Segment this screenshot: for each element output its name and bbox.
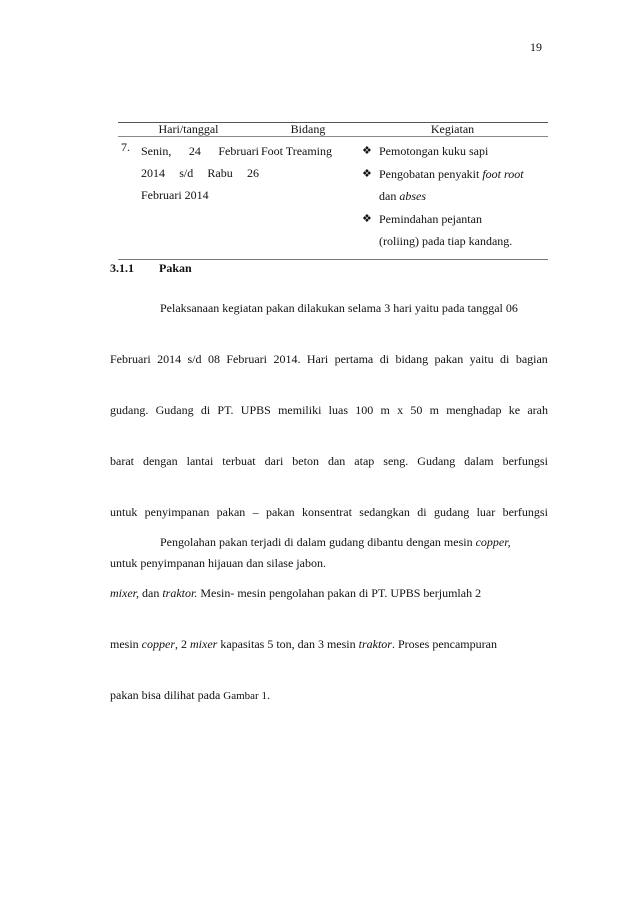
word: sedangkan <box>359 505 410 519</box>
date-word: Februari <box>218 144 259 158</box>
word: PT. <box>217 403 234 417</box>
table-header-row <box>118 123 548 136</box>
word: barat <box>110 454 134 468</box>
italic-term: traktor. <box>162 586 198 600</box>
diamond-bullet-icon: ❖ <box>362 145 372 157</box>
date-text <box>141 140 259 253</box>
word: Februari <box>110 352 151 366</box>
list-item <box>362 208 548 231</box>
header-hari-tanggal: Hari/tanggal <box>158 122 219 136</box>
paragraph-line <box>110 634 548 654</box>
word: di <box>379 352 390 366</box>
date-line-2 <box>141 162 259 184</box>
list-item-text: Pemindahan pejantan <box>379 211 482 226</box>
list-item-text <box>379 163 524 186</box>
word: terbuat <box>222 454 256 468</box>
word: Gudang <box>155 403 194 417</box>
section-heading <box>110 261 192 276</box>
date-word: s/d <box>179 166 194 180</box>
figure-reference: Gambar 1 <box>223 690 267 702</box>
word: menghadap <box>446 403 502 417</box>
word: dan <box>327 454 346 468</box>
list-item-continuation <box>362 185 548 208</box>
date-word: 2014 <box>141 166 165 180</box>
word: atap <box>354 454 375 468</box>
word: di <box>417 505 427 519</box>
date-cell <box>118 140 259 253</box>
word: seng. <box>383 454 409 468</box>
diamond-bullet-icon: ❖ <box>362 212 372 225</box>
date-word: Februari 2014 <box>141 188 209 202</box>
word: beton <box>292 454 319 468</box>
word: lantai <box>186 454 214 468</box>
italic-term: foot root <box>482 166 524 181</box>
text-span: Mesin- mesin pengolahan pakan di PT. UPBS berjumlah 2 <box>197 586 482 600</box>
word: bagian <box>515 352 548 366</box>
text-span: mesin <box>110 637 142 651</box>
italic-term: traktor <box>358 637 392 651</box>
table-row <box>118 137 548 259</box>
italic-term: abses <box>399 189 426 203</box>
word: 2014 <box>157 352 182 366</box>
paragraph-line <box>110 532 548 552</box>
text-span: kapasitas 5 ton, dan 3 mesin <box>217 637 359 651</box>
text-span: . <box>266 688 270 702</box>
word: konsentrat <box>301 505 352 519</box>
word: dalam <box>464 454 494 468</box>
word: dengan <box>142 454 178 468</box>
word: luas <box>328 403 349 417</box>
word: gudang <box>433 505 470 519</box>
paragraph-line <box>110 685 548 705</box>
list-item-continuation: (roliing) pada tiap kandang. <box>379 234 513 248</box>
paragraph-line <box>110 502 548 522</box>
paragraph-line <box>110 349 548 369</box>
section-number: 3.1.1 <box>110 261 134 275</box>
word: pakan <box>434 352 464 366</box>
word: arah <box>527 403 548 417</box>
date-line-3 <box>141 184 259 206</box>
list-item <box>362 163 548 186</box>
list-item <box>362 140 548 163</box>
row-number: 7. <box>121 140 130 154</box>
word: pakan <box>216 505 246 519</box>
word: pakan <box>265 505 295 519</box>
paragraph-line: Pelaksanaan kegiatan pakan dilakukan selama 3 hari yaitu pada tanggal 06 <box>160 301 518 315</box>
italic-term: copper <box>141 637 175 651</box>
word: luar <box>476 505 496 519</box>
word: gudang. <box>110 403 149 417</box>
word: ke <box>508 403 521 417</box>
text-span: , 2 <box>175 637 190 651</box>
word: Hari <box>306 352 329 366</box>
word: Gudang <box>417 454 456 468</box>
word: 50 <box>410 403 423 417</box>
header-bidang: Bidang <box>290 122 326 136</box>
paragraph-line <box>110 400 548 420</box>
word: 100 <box>355 403 374 417</box>
text-span: Pengobatan penyakit <box>379 166 483 181</box>
word: di <box>200 403 211 417</box>
word: memiliki <box>278 403 322 417</box>
header-kegiatan: Kegiatan <box>430 122 475 136</box>
word: berfungsi <box>502 505 548 519</box>
date-word: 24 <box>188 144 201 158</box>
text-span: dan <box>379 189 400 203</box>
list-item-text: Pemotongan kuku sapi <box>379 144 489 158</box>
word: bidang <box>395 352 429 366</box>
italic-term: mixer <box>190 637 218 651</box>
paragraph-line <box>110 451 548 471</box>
word: untuk <box>110 505 138 519</box>
word: dari <box>264 454 284 468</box>
paragraph-2 <box>110 532 548 736</box>
text-span: pakan bisa dilihat pada <box>110 688 224 702</box>
word: Februari <box>226 352 268 366</box>
kegiatan-cell <box>359 140 548 253</box>
date-line-1 <box>141 140 259 162</box>
word: yaitu <box>469 352 494 366</box>
paragraph-line <box>110 583 548 603</box>
text-span: dan <box>139 586 163 600</box>
italic-term: copper, <box>475 535 511 549</box>
page-number: 19 <box>530 40 542 54</box>
word: m <box>380 403 390 417</box>
word: 2014. <box>273 352 301 366</box>
date-word: Senin, <box>141 144 172 158</box>
word: 08 <box>207 352 220 366</box>
activity-table <box>118 122 548 260</box>
date-word: 26 <box>246 166 259 180</box>
word: UPBS <box>240 403 271 417</box>
word: penyimpanan <box>144 505 210 519</box>
paragraph-line: untuk penyimpanan hijauan dan silase jabon. <box>110 556 326 570</box>
word: – <box>252 505 259 519</box>
word: di <box>500 352 510 366</box>
diamond-bullet-icon: ❖ <box>362 167 372 180</box>
word: pertama <box>334 352 374 366</box>
date-word: Rabu <box>207 166 233 180</box>
text-span: . Proses pencampuran <box>391 637 497 651</box>
word: s/d <box>187 352 202 366</box>
word: berfungsi <box>502 454 548 468</box>
text-span: Pengolahan pakan terjadi di dalam gudang dibantu dengan mesin <box>160 535 476 549</box>
word: x <box>397 403 404 417</box>
table-bottom-rule <box>118 259 548 260</box>
section-title: Pakan <box>159 261 192 275</box>
word: m <box>429 403 439 417</box>
italic-term: mixer, <box>110 586 139 600</box>
bidang-cell: Foot Treaming <box>261 144 333 158</box>
